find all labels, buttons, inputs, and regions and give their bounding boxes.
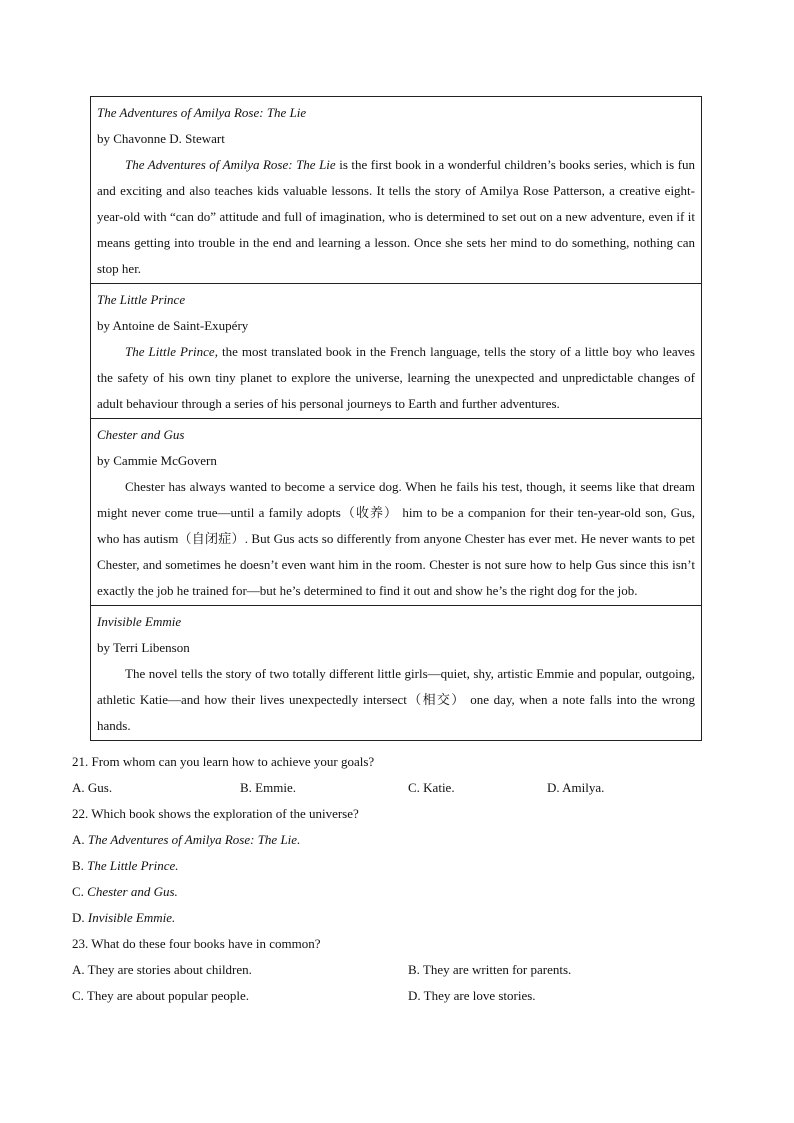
book-entry (91, 284, 702, 419)
option-letter: A. (72, 832, 88, 847)
book-cell (91, 284, 702, 419)
book-cell (91, 419, 702, 606)
book-title: The Little Prince (97, 292, 186, 307)
book-description (97, 339, 695, 417)
question-21-option-a[interactable]: A. Gus. (72, 780, 113, 795)
book-author: by Antoine de Saint-Exupéry (97, 318, 249, 333)
book-cell (91, 606, 702, 741)
books-table (90, 96, 702, 741)
book-description: The novel tells the story of two totally different little girls—quiet, shy, artistic Emmie and popular, outgoing, athletic Katie—and how their lives unexpectedly intersect（相交） one day, when a note falls into the wrong hands. (97, 666, 695, 733)
option-letter: C. (72, 884, 88, 899)
option-letter: B. (72, 858, 88, 873)
book-description-title: The Adventures of Amilya Rose: The Lie (125, 157, 336, 172)
option-letter: D. (72, 910, 88, 925)
option-text: Chester and Gus. (87, 884, 178, 899)
question-22-option-b[interactable] (72, 853, 179, 879)
question-21-stem: 21. From whom can you learn how to achieve your goals? (72, 754, 375, 769)
question-22-option-a[interactable] (72, 827, 300, 853)
question-21-option-d[interactable]: D. Amilya. (547, 780, 605, 795)
question-22-option-c[interactable] (72, 879, 178, 905)
book-description-text: , the most translated book in the French language, tells the story of a little boy who leaves the safety of his own tiny planet to explore the universe, learning the unexpected and unpredictable changes of adult behaviour through a series of his personal journeys to Earth and further adventures. (97, 344, 695, 411)
book-title: Invisible Emmie (97, 614, 182, 629)
question-23-stem: 23. What do these four books have in common? (72, 936, 321, 951)
book-cell (91, 97, 702, 284)
book-author: by Terri Libenson (97, 640, 190, 655)
book-author: by Chavonne D. Stewart (97, 131, 225, 146)
option-text: Invisible Emmie. (87, 910, 176, 925)
book-title: The Adventures of Amilya Rose: The Lie (97, 105, 307, 120)
book-description: Chester has always wanted to become a service dog. When he fails his test, though, it seems like that dream might never come true—until a family adopts（收养） him to be a companion for their ten-year-old son, Gus, who has autism（自闭症）. But Gus acts so differently from anyone Chester has ever met. He never wants to pet Chester, and sometimes he doesn’t even want him in the room. Chester is not sure how to help Gus since this isn’t exactly the job he trained for—but he’s determined to find it out and show he’s the right dog for the job. (97, 479, 695, 598)
question-21-option-c[interactable]: C. Katie. (408, 780, 455, 795)
book-description-title: The Little Prince (125, 344, 215, 359)
question-22-stem: 22. Which book shows the exploration of the universe? (72, 806, 359, 821)
question-23-option-b[interactable]: B. They are written for parents. (408, 962, 572, 977)
book-entry (91, 97, 702, 284)
book-description (97, 152, 695, 282)
book-entry (91, 606, 702, 741)
question-23-option-d[interactable]: D. They are love stories. (408, 988, 536, 1003)
book-description-text: is the first book in a wonderful children’s books series, which is fun and exciting and also teaches kids valuable lessons. It tells the story of Amilya Rose Patterson, a creative eight-year-old with “can do” attitude and full of imagination, who is determined to set out on a new adventure, even if it means getting into trouble in the end and learning a lesson. Once she sets her mind to do something, nothing can stop her. (97, 157, 695, 276)
question-22-option-d[interactable] (72, 905, 175, 931)
question-23-option-c[interactable]: C. They are about popular people. (72, 988, 250, 1003)
question-23-option-a[interactable]: A. They are stories about children. (72, 962, 252, 977)
book-entry (91, 419, 702, 606)
option-text: The Little Prince. (87, 858, 179, 873)
book-author: by Cammie McGovern (97, 453, 217, 468)
question-21-option-b[interactable]: B. Emmie. (240, 780, 296, 795)
book-title: Chester and Gus (97, 427, 185, 442)
option-text: The Adventures of Amilya Rose: The Lie. (87, 832, 301, 847)
